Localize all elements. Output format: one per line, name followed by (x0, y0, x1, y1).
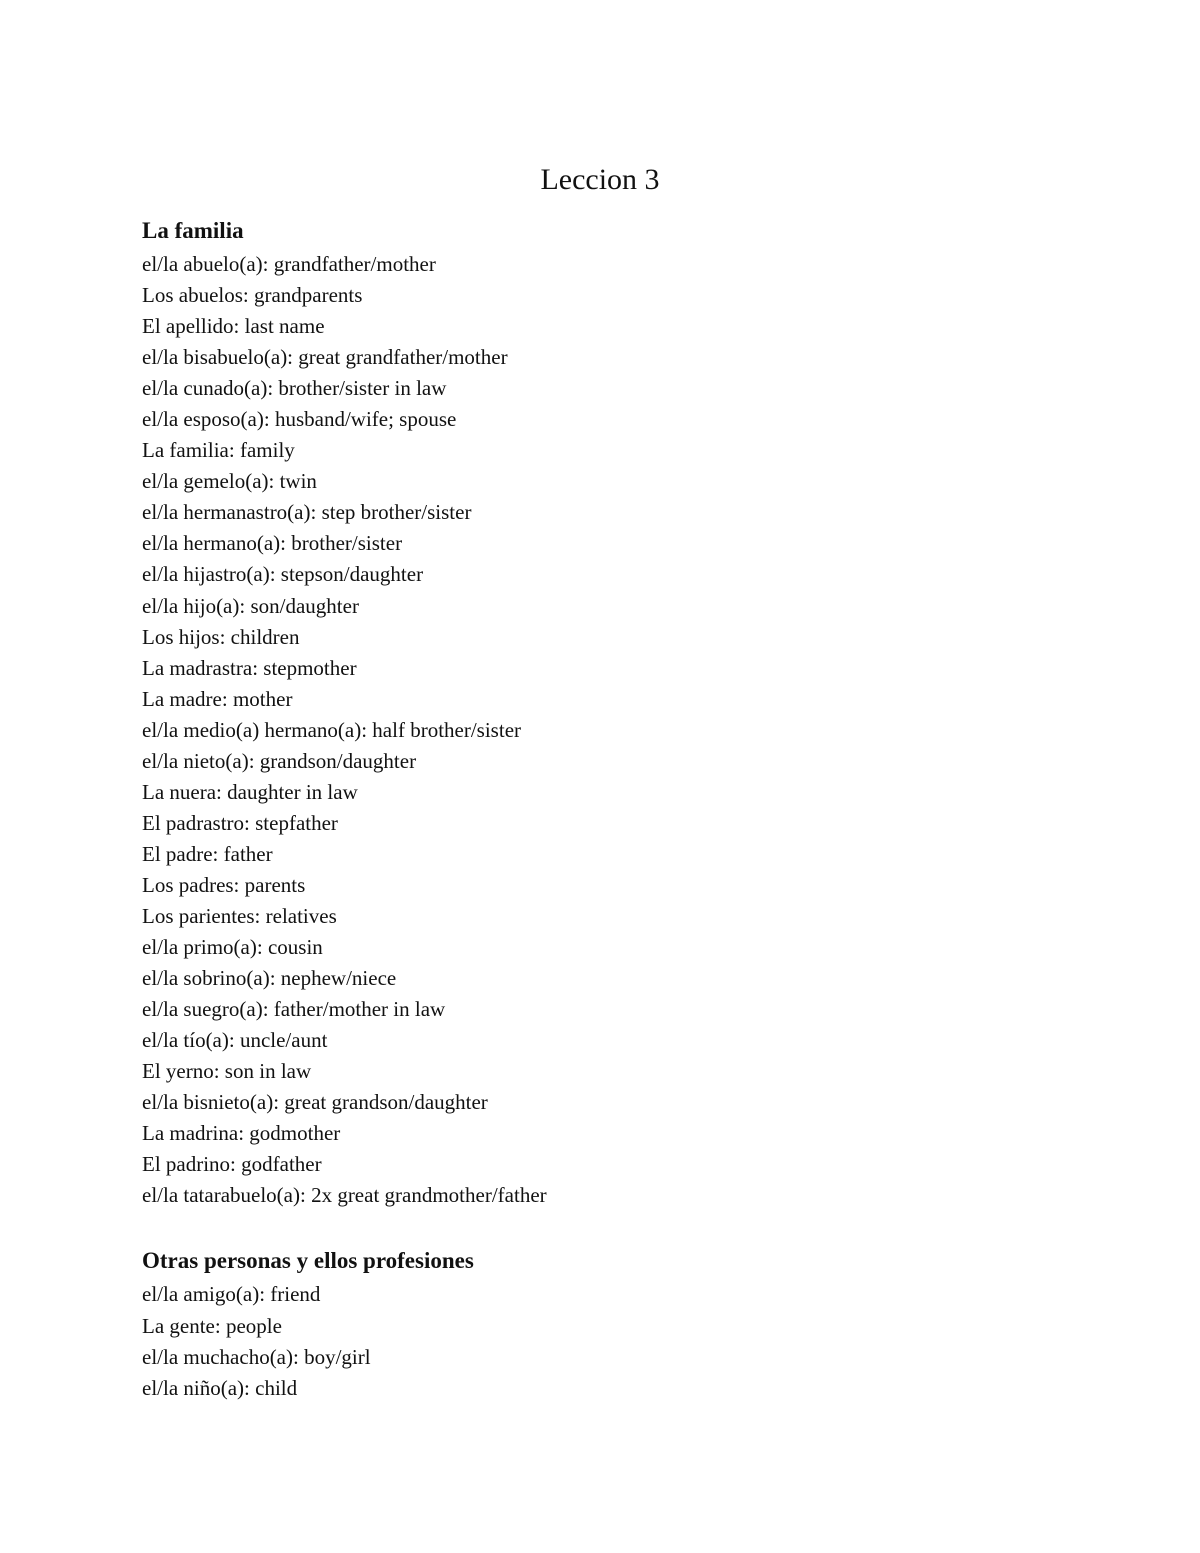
vocabulary-entry: La madrastra: stepmother (142, 655, 357, 680)
vocabulary-entry: El padre: father (142, 841, 273, 866)
vocabulary-entry: La nuera: daughter in law (142, 779, 358, 804)
section-la-familia (142, 213, 1102, 1211)
vocabulary-entry: el/la esposo(a): husband/wife; spouse (142, 407, 457, 432)
section-heading: La familia (142, 218, 244, 243)
section-spacer (142, 1211, 1102, 1243)
page-title: Leccion 3 (540, 163, 660, 197)
vocabulary-entry: el/la bisnieto(a): great grandson/daughter (142, 1090, 488, 1115)
vocabulary-list (142, 1279, 1102, 1403)
vocabulary-entry: el/la abuelo(a): grandfather/mother (142, 252, 436, 276)
vocabulary-entry: La familia: family (142, 438, 295, 463)
vocabulary-entry: El padrino: godfather (142, 1152, 322, 1177)
vocabulary-entry: el/la suegro(a): father/mother in law (142, 997, 446, 1022)
vocabulary-entry: el/la hijastro(a): stepson/daughter (142, 562, 424, 587)
vocabulary-entry: el/la medio(a) hermano(a): half brother/sister (142, 717, 522, 742)
vocabulary-entry: el/la muchacho(a): boy/girl (142, 1344, 371, 1369)
vocabulary-entry: el/la primo(a): cousin (142, 935, 323, 960)
vocabulary-entry: el/la tatarabuelo(a): 2x great grandmother/father (142, 1183, 547, 1208)
vocabulary-entry: el/la tío(a): uncle/aunt (142, 1028, 328, 1053)
vocabulary-list (142, 249, 1102, 1211)
vocabulary-entry: La madre: mother (142, 686, 293, 711)
vocabulary-entry: el/la niño(a): child (142, 1375, 298, 1400)
vocabulary-entry: La madrina: godmother (142, 1121, 341, 1146)
vocabulary-entry: el/la cunado(a): brother/sister in law (142, 376, 447, 401)
vocabulary-entry: el/la nieto(a): grandson/daughter (142, 748, 417, 773)
vocabulary-entry: el/la bisabuelo(a): great grandfather/mother (142, 345, 508, 370)
vocabulary-entry: Los abuelos: grandparents (142, 283, 363, 308)
vocabulary-entry: el/la amigo(a): friend (142, 1282, 321, 1307)
vocabulary-entry: La gente: people (142, 1313, 282, 1338)
vocabulary-entry: el/la hermano(a): brother/sister (142, 531, 403, 556)
vocabulary-entry: Los hijos: children (142, 624, 300, 649)
section-heading: Otras personas y ellos profesiones (142, 1248, 474, 1274)
vocabulary-entry: El padrastro: stepfather (142, 810, 338, 835)
document-content (142, 213, 1102, 1404)
vocabulary-entry: el/la hijo(a): son/daughter (142, 593, 359, 618)
vocabulary-entry: El yerno: son in law (142, 1059, 312, 1084)
section-otras-personas (142, 1243, 1102, 1403)
vocabulary-entry: Los parientes: relatives (142, 903, 337, 928)
vocabulary-entry: el/la hermanastro(a): step brother/sister (142, 500, 472, 525)
vocabulary-entry: el/la sobrino(a): nephew/niece (142, 966, 397, 991)
vocabulary-entry: Los padres: parents (142, 872, 306, 897)
vocabulary-entry: el/la gemelo(a): twin (142, 469, 317, 494)
vocabulary-entry: El apellido: last name (142, 314, 325, 339)
